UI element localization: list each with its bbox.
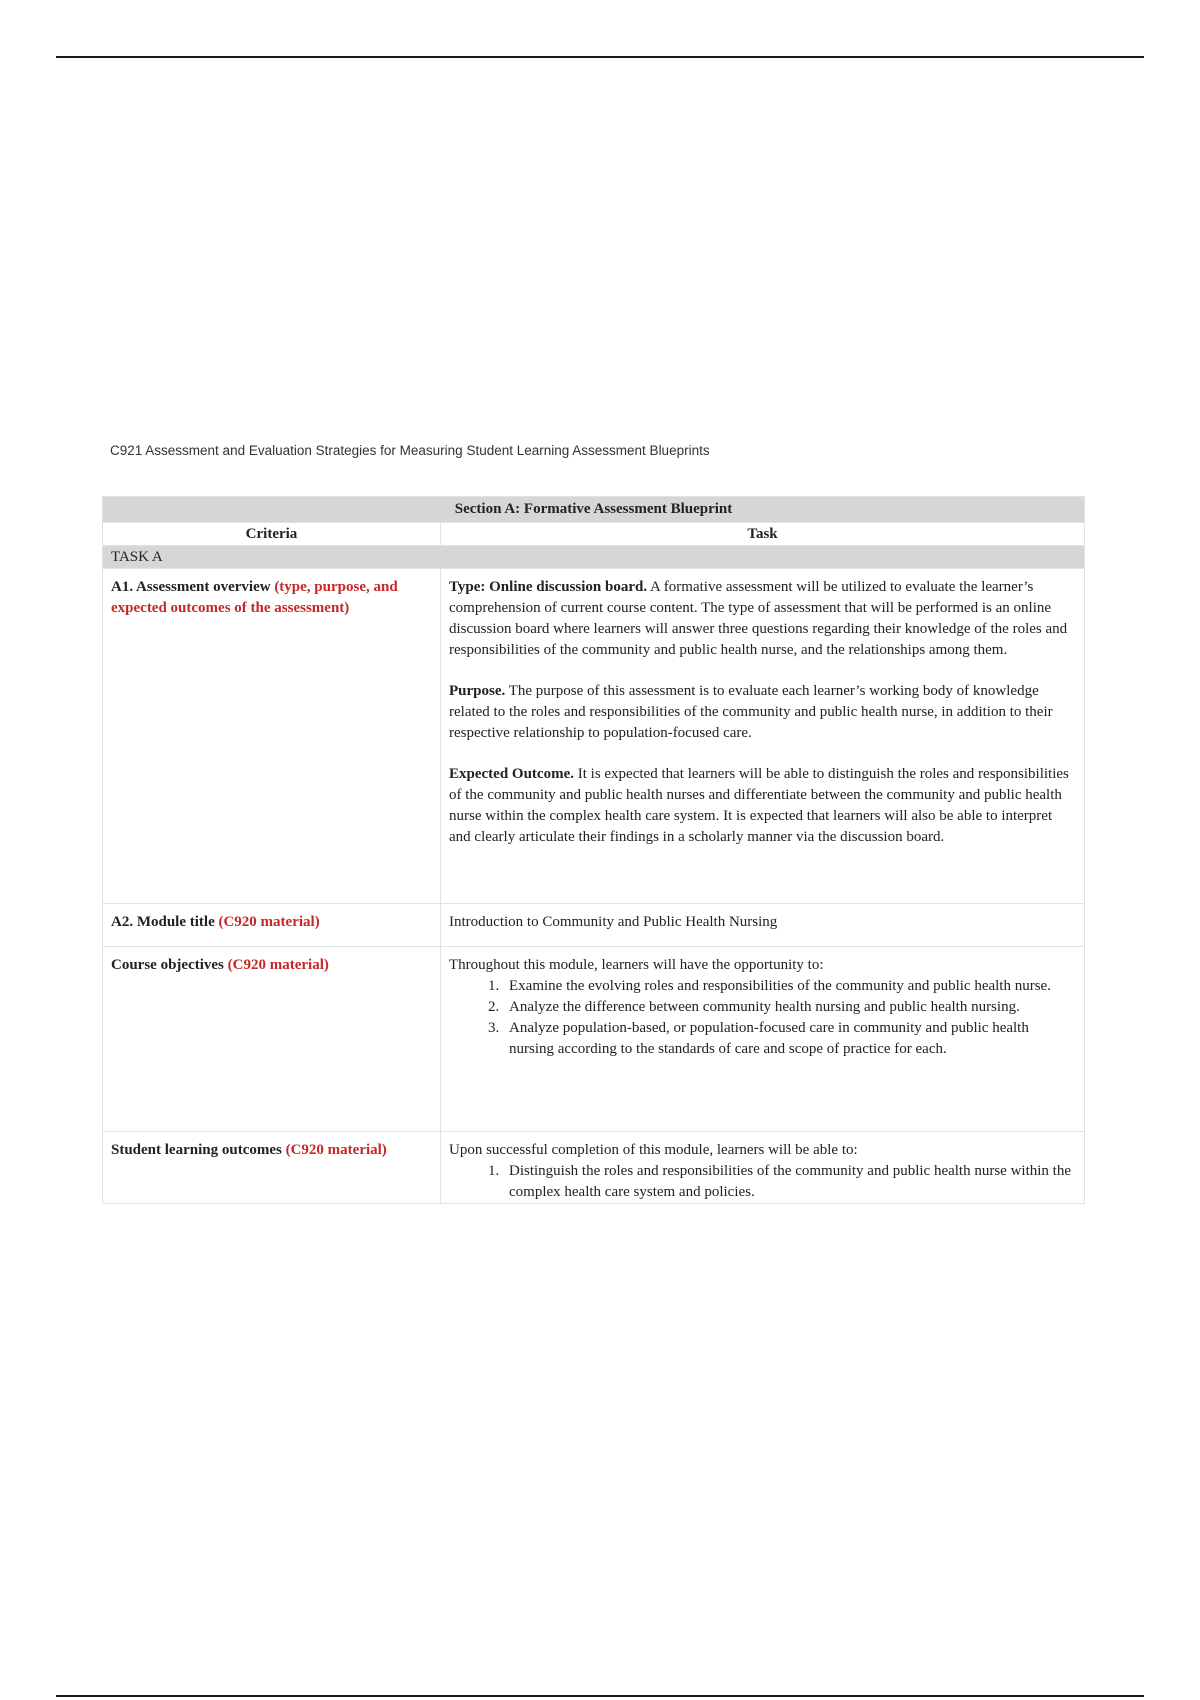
type-text: A formative assessment will be utilized to evaluate the learner’s comprehension of current course content. The type of assessment that will be performed is an online discussion board where learners will answer three questions regarding their knowledge of the roles and responsibilities of the community and public health nurse, and the relationships among them. bbox=[449, 579, 1068, 658]
task-cell bbox=[441, 569, 1085, 904]
table-row bbox=[103, 904, 1085, 947]
footer-rule bbox=[56, 1695, 1144, 1697]
task-group-label: TASK A bbox=[103, 546, 1085, 569]
outcome-lead: Expected Outcome. bbox=[449, 766, 574, 782]
purpose-lead: Purpose. bbox=[449, 683, 506, 699]
outcomes-intro: Upon successful completion of this module, learners will be able to: bbox=[449, 1142, 858, 1158]
type-lead: Type: Online discussion board. bbox=[449, 579, 648, 595]
outcomes-list bbox=[449, 1161, 1076, 1203]
assessment-blueprint-table bbox=[102, 496, 1085, 1204]
criteria-label: Student learning outcomes bbox=[111, 1142, 282, 1158]
outcome-text: It is expected that learners will be able to distinguish the roles and responsibilities of the community and public health nurses and differentiate between the community and public health nurse within the complex health care system. It is expected that learners will also be able to interpret and clearly articulate their findings in a scholarly manner via the discussion board. bbox=[449, 766, 1069, 845]
column-header-task: Task bbox=[441, 523, 1085, 546]
list-item: 2. Analyze the difference between community health nursing and public health nursing. bbox=[503, 997, 1076, 1018]
list-item: 1. Distinguish the roles and responsibilities of the community and public health nurse within the complex health care system and policies. bbox=[503, 1161, 1076, 1203]
list-item: 1. Examine the evolving roles and responsibilities of the community and public health nurse. bbox=[503, 976, 1076, 997]
criteria-label: Course objectives bbox=[111, 957, 224, 973]
criteria-cell bbox=[103, 904, 441, 947]
table-row bbox=[103, 1132, 1085, 1204]
criteria-label: A2. Module title bbox=[111, 914, 215, 930]
criteria-cell bbox=[103, 569, 441, 904]
task-cell bbox=[441, 947, 1085, 1132]
criteria-cell bbox=[103, 1132, 441, 1204]
criteria-note: (C920 material) bbox=[227, 957, 329, 973]
outcome-paragraph bbox=[449, 764, 1076, 848]
list-item: 3. Analyze population-based, or population-focused care in community and public health nursing according to the standards of care and scope of practice for each. bbox=[503, 1018, 1076, 1060]
criteria-note: (C920 material) bbox=[218, 914, 320, 930]
purpose-paragraph bbox=[449, 681, 1076, 744]
section-header-row bbox=[103, 497, 1085, 523]
objectives-intro: Throughout this module, learners will have the opportunity to: bbox=[449, 957, 824, 973]
task-cell bbox=[441, 1132, 1085, 1204]
criteria-note: (C920 material) bbox=[285, 1142, 387, 1158]
section-header: Section A: Formative Assessment Blueprint bbox=[103, 497, 1085, 523]
criteria-cell bbox=[103, 947, 441, 1132]
module-title-value: Introduction to Community and Public Health Nursing bbox=[441, 904, 1085, 947]
document-title: C921 Assessment and Evaluation Strategies for Measuring Student Learning Assessment Blueprints bbox=[110, 443, 710, 458]
column-header-criteria: Criteria bbox=[103, 523, 441, 546]
table-row bbox=[103, 569, 1085, 904]
objectives-list bbox=[449, 976, 1076, 1060]
type-paragraph bbox=[449, 577, 1076, 661]
criteria-note: (type, purpose, and expected outcomes of the assessment) bbox=[111, 579, 398, 616]
header-rule bbox=[56, 56, 1144, 58]
column-header-row bbox=[103, 523, 1085, 546]
purpose-text: The purpose of this assessment is to evaluate each learner’s working body of knowledge related to the roles and responsibilities of the community and public health nurse, in addition to their respective relationship to population-focused care. bbox=[449, 683, 1053, 741]
criteria-label: A1. Assessment overview bbox=[111, 579, 271, 595]
table-row bbox=[103, 947, 1085, 1132]
task-group-row bbox=[103, 546, 1085, 569]
